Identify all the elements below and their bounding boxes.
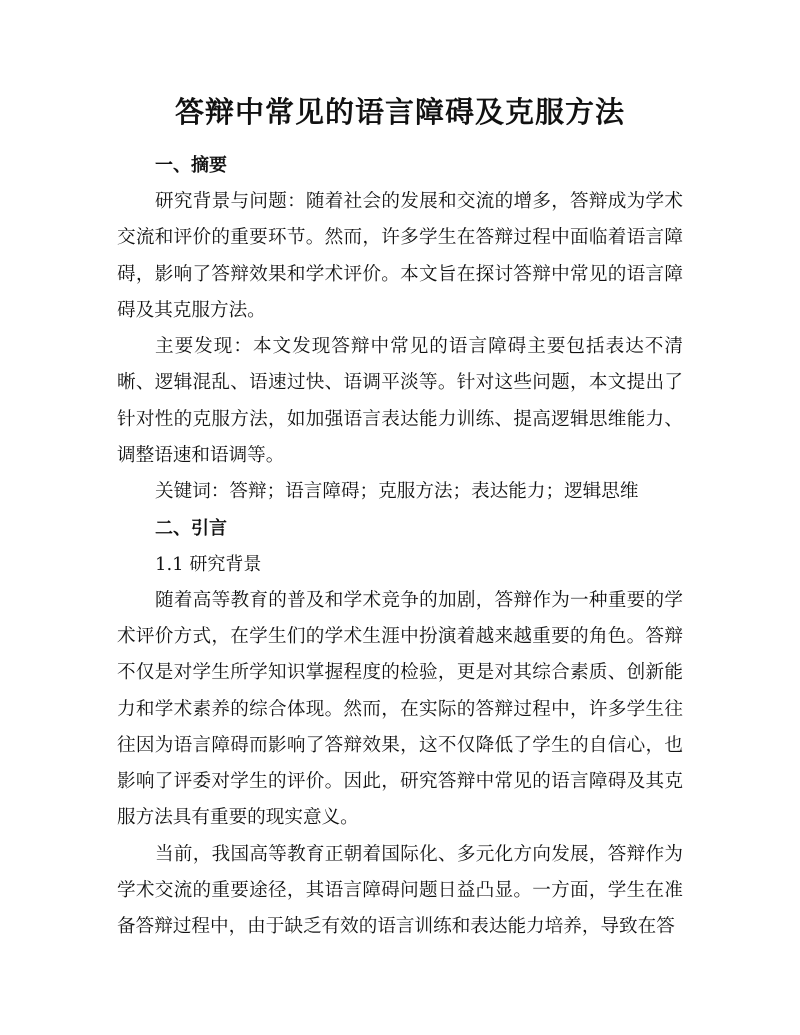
abstract-paragraph-1: 研究背景与问题：随着社会的发展和交流的增多，答辩成为学术交流和评价的重要环节。然而，许多学生在答辩过程中面临着语言障碍，影响了答辩效果和学术评价。本文旨在探讨答辩中常见的语言障碍及其克服方法。: [117, 191, 683, 321]
abstract-heading: 一、摘要: [155, 155, 227, 176]
document-body: [117, 148, 683, 946]
intro-heading: 二、引言: [155, 517, 227, 539]
intro-paragraph-2: 当前，我国高等教育正朝着国际化、多元化方向发展，答辩作为学术交流的重要途径，其语言障碍问题日益凸显。一方面，学生在准备答辩过程中，由于缺乏有效的语言训练和表达能力培养，导致在答: [117, 843, 683, 938]
keywords-line: 关键词：答辩；语言障碍；克服方法；表达能力；逻辑思维: [155, 481, 639, 503]
section-heading-1-1: 1.1 研究背景: [155, 553, 262, 575]
intro-paragraph-1: 随着高等教育的普及和学术竞争的加剧，答辩作为一种重要的学术评价方式，在学生们的学术生涯中扮演着越来越重要的角色。答辩不仅是对学生所学知识掌握程度的检验，更是对其综合素质、创新能力和学术素养的综合体现。然而，在实际的答辩过程中，许多学生往往因为语言障碍而影响了答辩效果，这不仅降低了学生的自信心，也影响了评委对学生的评价。因此，研究答辩中常见的语言障碍及其克服方法具有重要的现实意义。: [117, 589, 683, 829]
abstract-paragraph-2: 主要发现：本文发现答辩中常见的语言障碍主要包括表达不清晰、逻辑混乱、语速过快、语调平淡等。针对这些问题，本文提出了针对性的克服方法，如加强语言表达能力训练、提高逻辑思维能力、调整语速和语调等。: [117, 336, 683, 467]
document-title: 答辩中常见的语言障碍及克服方法: [174, 95, 625, 129]
